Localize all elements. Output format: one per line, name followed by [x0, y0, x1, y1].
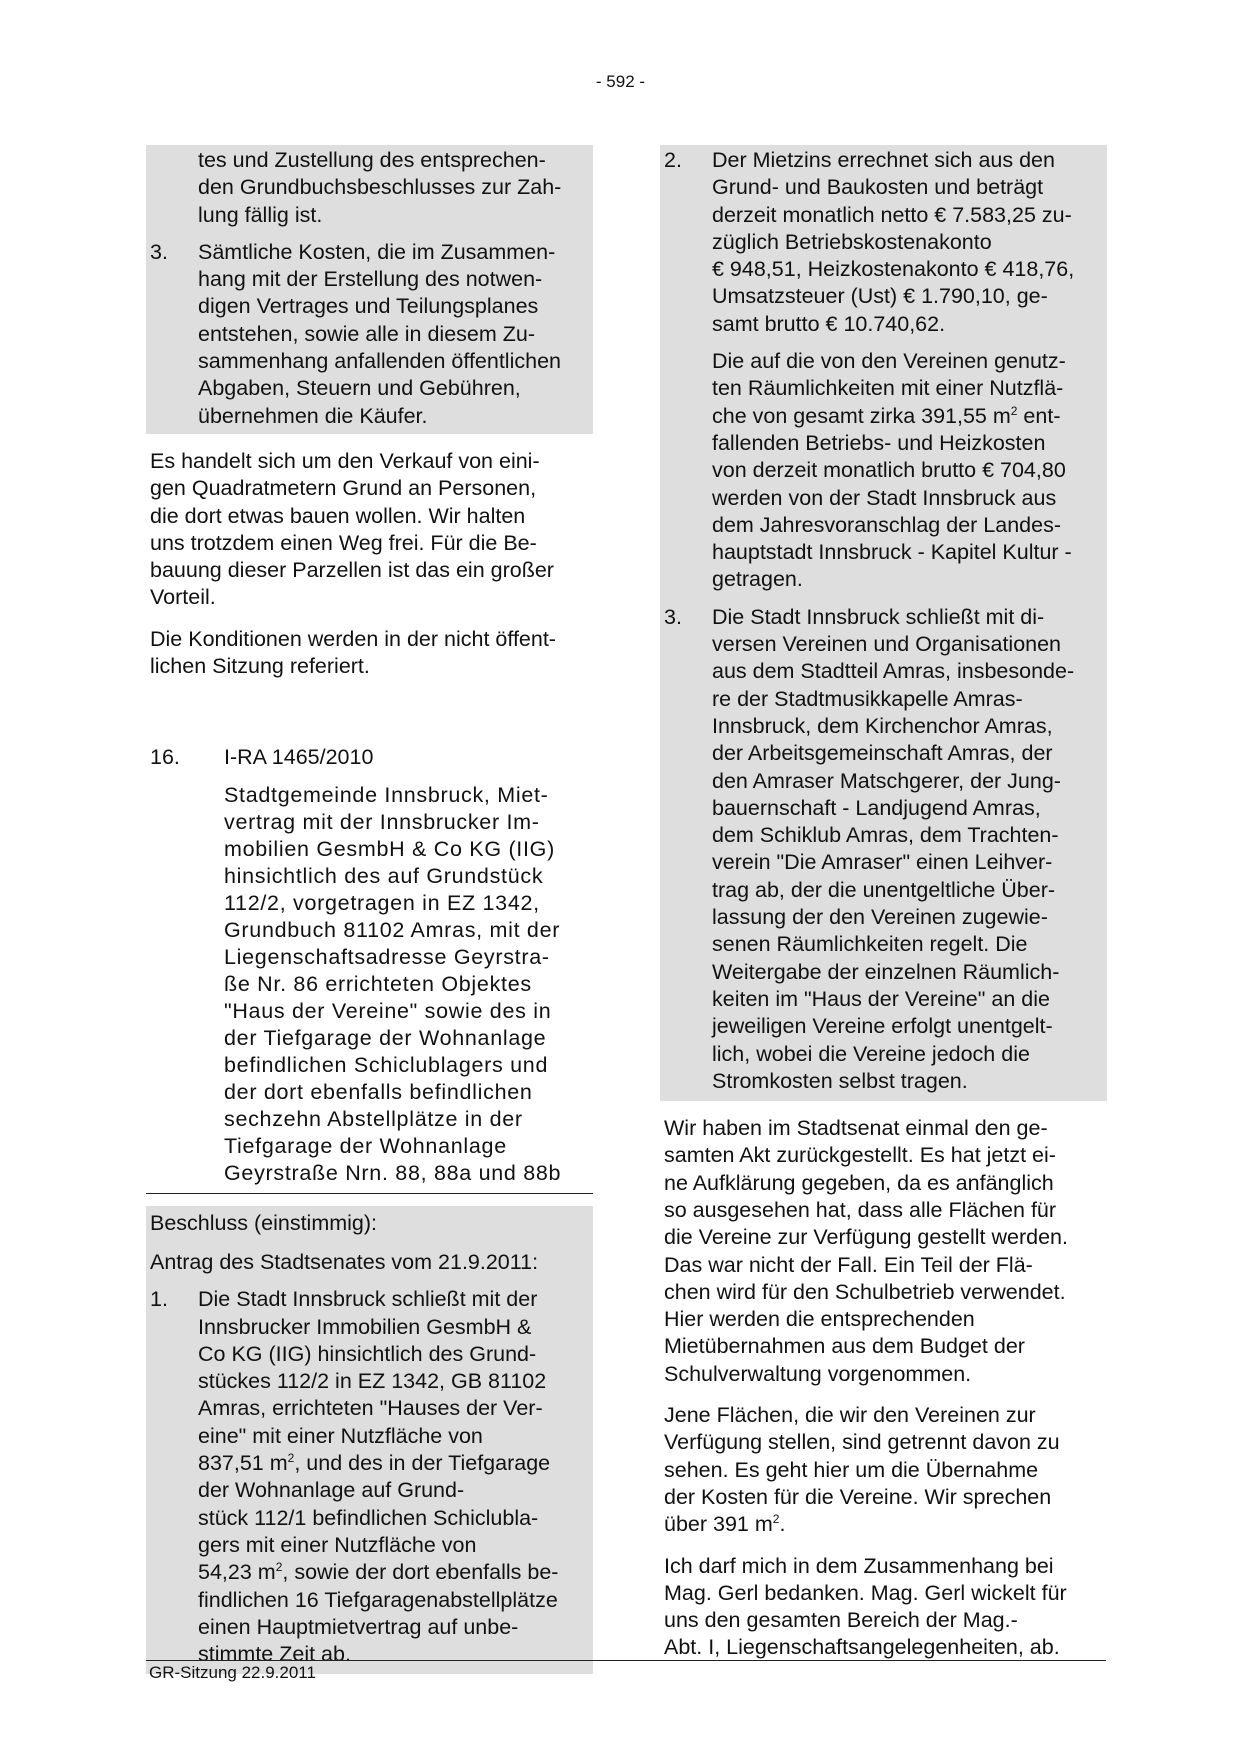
- text-line: Das war nicht der Fall. Ein Teil der Flä-: [664, 1252, 1033, 1277]
- text-line: tes und Zustellung des entsprechen-: [198, 148, 546, 172]
- text-line: einen Hauptmietvertrag auf unbe-: [198, 1614, 519, 1639]
- text-line: die Vereine zur Verfügung gestellt werden.: [664, 1225, 1068, 1250]
- text-line: hang mit der Erstellung des notwen-: [198, 267, 543, 292]
- right-shaded-block: [660, 145, 1107, 1101]
- left-column: [146, 145, 593, 1674]
- text-line: aus dem Stadtteil Amras, insbesonde-: [712, 659, 1075, 684]
- text-line: stück 112/1 befindlichen Schiclubla-: [198, 1505, 539, 1530]
- text-line: züglich Betriebskostenakonto: [712, 229, 992, 254]
- text-line: gers mit einer Nutzfläche von: [198, 1532, 477, 1557]
- text-line: Liegenschaftsadresse Geyrstra-: [224, 944, 550, 969]
- text-span: über 391 m: [664, 1512, 773, 1537]
- text-line: Amras, errichteten "Hauses der Ver-: [198, 1396, 543, 1421]
- text-line: den Amraser Matschgerer, der Jung-: [712, 768, 1061, 793]
- text-line: Die Stadt Innsbruck schließt mit der: [198, 1287, 538, 1312]
- text-line: [712, 403, 1103, 430]
- text-line: Stromkosten selbst tragen.: [712, 1068, 968, 1093]
- paragraph: [660, 1400, 1107, 1540]
- text-line: Mag. Gerl bedanken. Mag. Gerl wickelt für: [664, 1580, 1067, 1605]
- paragraph: [146, 624, 593, 683]
- text-line: digen Vertrages und Teilungsplanes: [198, 294, 539, 319]
- agenda-code: I-RA 1465/2010: [224, 745, 374, 770]
- list-item-2: [660, 147, 1107, 594]
- text-line: der dort ebenfalls befindlichen: [224, 1079, 533, 1104]
- text-line: sechzehn Abstellplätze in der: [224, 1106, 523, 1131]
- text-line: dem Schiklub Amras, dem Trachten-: [712, 823, 1059, 848]
- text-line: uns trotzdem einen Weg frei. Für die Be-: [150, 530, 537, 555]
- right-column: [660, 145, 1107, 1664]
- motion-label: Antrag des Stadtsenates vom 21.9.2011:: [150, 1249, 539, 1274]
- text-line: fallenden Betriebs- und Heizkosten: [712, 430, 1046, 455]
- text-line: Grund- und Baukosten und beträgt: [712, 175, 1044, 200]
- superscript: 2: [1010, 403, 1018, 418]
- footer-text: GR-Sitzung 22.9.2011: [149, 1663, 316, 1682]
- text-line: uns den gesamten Bereich der Mag.-: [664, 1608, 1018, 1633]
- text-line: Co KG (IIG) hinsichtlich des Grund-: [198, 1341, 537, 1366]
- text-line: Innsbrucker Immobilien GesmbH &: [198, 1314, 532, 1339]
- text-line: Abgaben, Steuern und Gebühren,: [198, 376, 521, 401]
- list-item-3: [146, 239, 593, 430]
- text-line: [198, 1450, 589, 1477]
- divider: [146, 1193, 593, 1194]
- text-line: Geyrstraße Nrn. 88, 88a und 88b: [224, 1160, 562, 1185]
- left-shaded-block-bottom: [146, 1206, 593, 1675]
- text-line: der Kosten für die Vereine. Wir sprechen: [664, 1484, 1052, 1509]
- text-line: chen wird für den Schulbetrieb verwendet.: [664, 1279, 1066, 1304]
- text-line: die dort etwas bauen wollen. Wir halten: [150, 503, 526, 528]
- superscript: 2: [772, 1512, 780, 1527]
- text-line: übernehmen die Käufer.: [198, 403, 428, 428]
- superscript: 2: [287, 1450, 295, 1465]
- text-span: , und des in der Tiefgarage: [294, 1451, 551, 1476]
- text-line: stimmte Zeit ab.: [198, 1642, 351, 1667]
- text-line: Ich darf mich in dem Zusammenhang bei: [664, 1553, 1054, 1578]
- text-line: Innsbruck, dem Kirchenchor Amras,: [712, 713, 1053, 738]
- text-line: trag ab, der die unentgeltliche Über-: [712, 877, 1056, 902]
- continued-item-text: [146, 147, 593, 229]
- text-line: samt brutto € 10.740,62.: [712, 311, 946, 336]
- text-line: Hier werden die entsprechenden: [664, 1307, 975, 1332]
- text-line: derzeit monatlich netto € 7.583,25 zu-: [712, 202, 1072, 227]
- text-line: [198, 1559, 589, 1586]
- text-line: Umsatzsteuer (Ust) € 1.790,10, ge-: [712, 284, 1048, 309]
- text-span: ent-: [1017, 403, 1061, 428]
- text-line: € 948,51, Heizkostenakonto € 418,76,: [712, 257, 1075, 282]
- list-item-1: [146, 1286, 593, 1668]
- agenda-title: [146, 782, 593, 1187]
- text-line: [664, 1511, 1103, 1538]
- text-line: sehen. Es geht hier um die Übernahme: [664, 1457, 1039, 1482]
- text-line: senen Räumlichkeiten regelt. Die: [712, 932, 1028, 957]
- paragraph: [660, 1551, 1107, 1664]
- text-line: Die auf die von den Vereinen genutz-: [712, 349, 1066, 374]
- text-line: ße Nr. 86 errichteten Objektes: [224, 971, 532, 996]
- text-line: befindlichen Schiclublagers und: [224, 1052, 549, 1077]
- text-span: .: [779, 1512, 786, 1537]
- text-line: Sämtliche Kosten, die im Zusammen-: [198, 239, 556, 264]
- paragraph: [660, 1113, 1107, 1390]
- text-line: dem Jahresvoranschlag der Landes-: [712, 512, 1061, 537]
- area-value: 837,51 m: [198, 1451, 288, 1476]
- text-line: ne Aufklärung gegeben, da es anfänglich: [664, 1170, 1054, 1195]
- area-value: che von gesamt zirka 391,55 m: [712, 403, 1011, 428]
- text-line: werden von der Stadt Innsbruck aus: [712, 485, 1057, 510]
- text-line: Es handelt sich um den Verkauf von eini-: [150, 448, 540, 473]
- text-line: jeweiligen Vereine erfolgt unentgelt-: [712, 1014, 1053, 1039]
- text-line: Die Konditionen werden in der nicht öffent-: [150, 626, 556, 651]
- agenda-number: 16.: [150, 745, 180, 770]
- superscript: 2: [275, 1560, 283, 1575]
- text-line: verein "Die Amraser" einen Leihver-: [712, 850, 1053, 875]
- list-item-3: [660, 604, 1107, 1095]
- agenda-item-header: [146, 744, 593, 771]
- text-line: lassung der den Vereinen zugewie-: [712, 905, 1048, 930]
- text-line: Tiefgarage der Wohnanlage: [224, 1133, 507, 1158]
- text-line: 112/2, vorgetragen in EZ 1342,: [224, 890, 540, 915]
- text-line: entstehen, sowie alle in diesem Zu-: [198, 321, 536, 346]
- text-line: der Arbeitsgemeinschaft Amras, der: [712, 741, 1053, 766]
- text-line: Abt. I, Liegenschaftsangelegenheiten, ab.: [664, 1635, 1060, 1660]
- text-line: Stadtgemeinde Innsbruck, Miet-: [224, 782, 549, 807]
- page-number: - 592 -: [595, 72, 646, 91]
- text-line: Verfügung stellen, sind getrennt davon zu: [664, 1430, 1060, 1455]
- text-line: re der Stadtmusikkapelle Amras-: [712, 686, 1023, 711]
- text-line: lich, wobei die Vereine jedoch die: [712, 1041, 1030, 1066]
- text-line: getragen.: [712, 567, 803, 592]
- text-line: findlichen 16 Tiefgaragenabstellplätze: [198, 1587, 558, 1612]
- text-line: Schulverwaltung vorgenommen.: [664, 1361, 972, 1386]
- area-value: 54,23 m: [198, 1560, 276, 1585]
- text-line: Weitergabe der einzelnen Räumlich-: [712, 959, 1060, 984]
- list-number: 3.: [150, 239, 168, 264]
- text-line: Vorteil.: [150, 585, 216, 610]
- text-line: so ausgesehen hat, dass alle Flächen für: [664, 1197, 1057, 1222]
- text-line: mobilien GesmbH & Co KG (IIG): [224, 836, 555, 861]
- list-number: 1.: [150, 1287, 168, 1312]
- text-line: keiten im "Haus der Vereine" an die: [712, 986, 1050, 1011]
- text-line: der Tiefgarage der Wohnanlage: [224, 1025, 547, 1050]
- text-line: lichen Sitzung referiert.: [150, 654, 370, 679]
- text-line: "Haus der Vereine" sowie des in: [224, 998, 552, 1023]
- text-line: Wir haben im Stadtsenat einmal den ge-: [664, 1116, 1048, 1141]
- text-line: bauernschaft - Landjugend Amras,: [712, 795, 1041, 820]
- text-line: vertrag mit der Innsbrucker Im-: [224, 809, 540, 834]
- list-number: 3.: [664, 604, 682, 629]
- text-line: bauung dieser Parzellen ist das ein großer: [150, 558, 554, 583]
- left-shaded-block-top: [146, 145, 593, 434]
- text-line: hauptstadt Innsbruck - Kapitel Kultur -: [712, 540, 1072, 565]
- text-line: lung fällig ist.: [198, 202, 323, 227]
- text-line: Mietübernahmen aus dem Budget der: [664, 1334, 1025, 1359]
- resolution-label: Beschluss (einstimmig):: [150, 1210, 377, 1235]
- text-line: von derzeit monatlich brutto € 704,80: [712, 458, 1066, 483]
- text-line: Jene Flächen, die wir den Vereinen zur: [664, 1403, 1036, 1428]
- footer-divider: [146, 1660, 1106, 1661]
- text-line: Die Stadt Innsbruck schließt mit di-: [712, 604, 1045, 629]
- text-line: der Wohnanlage auf Grund-: [198, 1478, 465, 1503]
- text-line: samten Akt zurückgestellt. Es hat jetzt ei-: [664, 1143, 1056, 1168]
- text-line: den Grundbuchsbeschlusses zur Zah-: [198, 175, 562, 200]
- text-line: hinsichtlich des auf Grundstück: [224, 863, 544, 888]
- text-line: Der Mietzins errechnet sich aus den: [712, 148, 1055, 172]
- text-line: eine" mit einer Nutzfläche von: [198, 1423, 483, 1448]
- text-span: , sowie der dort ebenfalls be-: [282, 1560, 559, 1585]
- text-line: Grundbuch 81102 Amras, mit der: [224, 917, 561, 942]
- text-line: gen Quadratmetern Grund an Personen,: [150, 476, 537, 501]
- text-line: sammenhang anfallenden öffentlichen: [198, 349, 561, 374]
- text-line: versen Vereinen und Organisationen: [712, 632, 1062, 657]
- paragraph: [146, 446, 593, 614]
- text-line: stückes 112/2 in EZ 1342, GB 81102: [198, 1369, 547, 1394]
- list-number: 2.: [664, 148, 682, 172]
- text-line: ten Räumlichkeiten mit einer Nutzflä-: [712, 376, 1064, 401]
